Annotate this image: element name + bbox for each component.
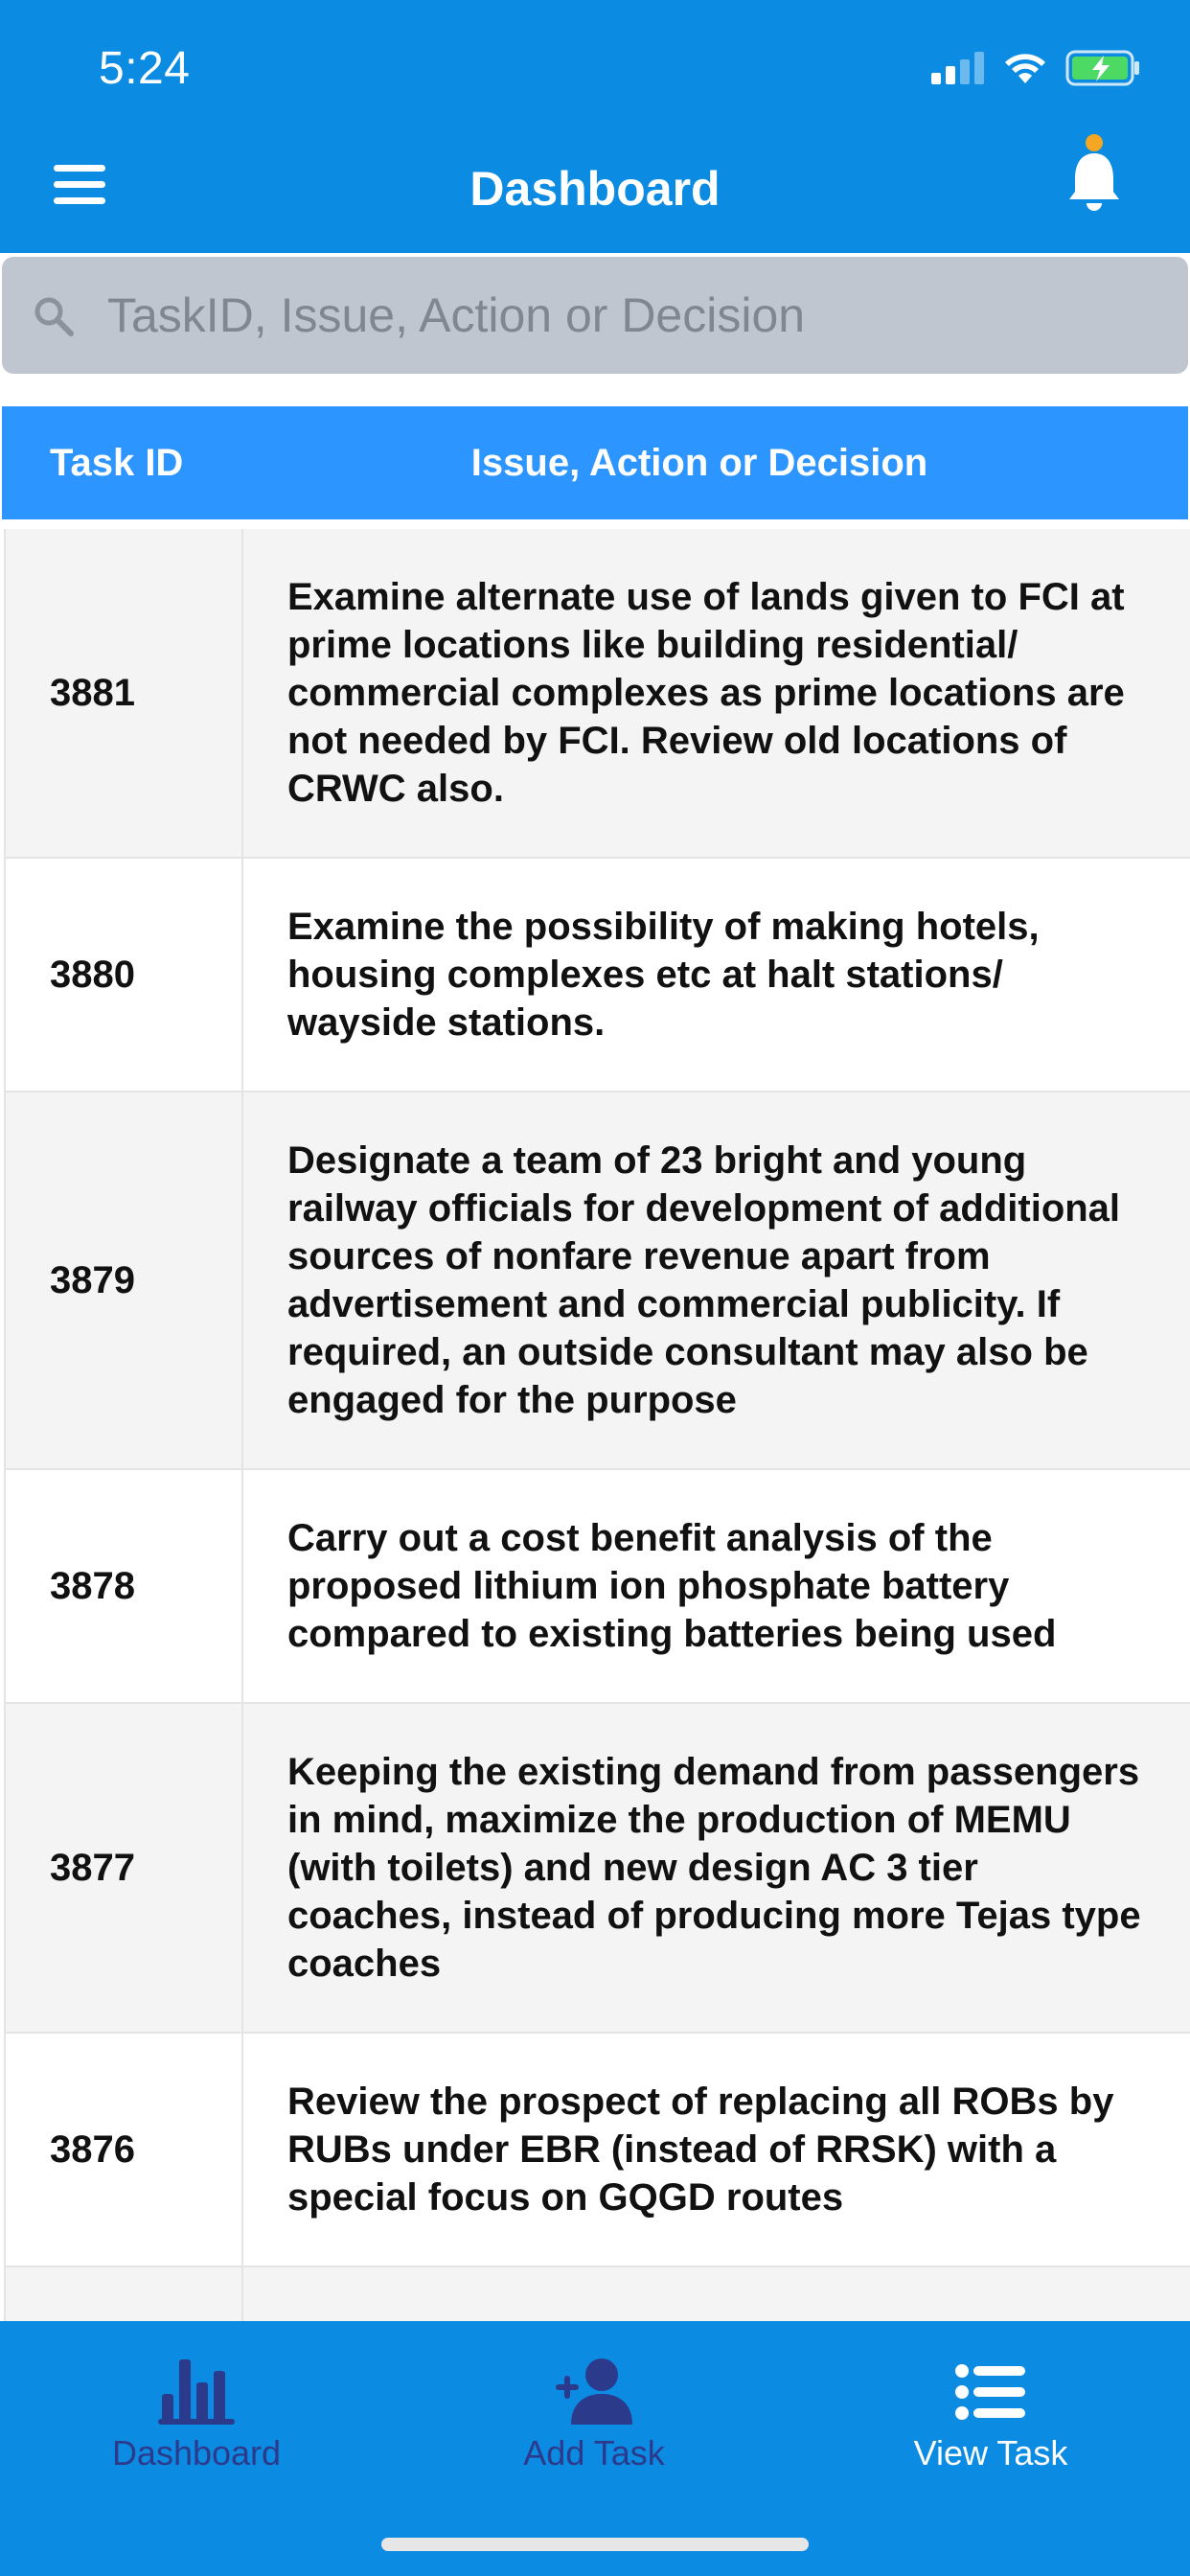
wifi-icon [1002,51,1048,85]
task-issue-cell: Designate a team of 23 bright and young railway officials for development of additional sources of nonfare revenue apart from advertisement and commercial publicity. If required, an outside consultant may also be engaged for the purpose [287,1139,1121,1421]
tab-view-task[interactable] [847,2356,1134,2473]
app-header [0,0,1190,253]
task-issue-cell: Review the prospect of replacing all ROBs by RUBs under EBR (instead of RRSK) with a special focus on GQGD routes [287,2081,1114,2219]
status-icons [931,50,1142,86]
home-indicator [381,2538,809,2551]
add-user-icon [556,2356,632,2425]
list-icon [952,2356,1029,2425]
search-input[interactable] [107,276,1161,355]
tab-dashboard[interactable] [53,2356,340,2473]
column-header-issue[interactable]: Issue, Action or Decision [470,441,928,484]
task-id-cell: 3879 [6,1092,243,1468]
task-id-cell: 3877 [6,1704,243,2032]
table-row[interactable] [4,529,1190,859]
table-row[interactable] [4,2267,1190,2321]
task-id-cell: 3876 [6,2034,243,2266]
task-issue-cell [243,2267,1190,2321]
tab-add-task-label: Add Task [523,2433,665,2472]
table-row[interactable] [4,1092,1190,1470]
status-time: 5:24 [99,43,191,94]
nav-bar [0,144,1190,232]
battery-charging-icon [1065,50,1142,86]
column-header-task-id[interactable]: Task ID [50,441,184,484]
search-icon [31,293,77,339]
task-issue-cell: Examine the possibility of making hotels, housing complexes etc at halt stations/ wayside stations. [287,906,1040,1044]
tab-add-task[interactable] [450,2356,738,2473]
task-id-cell: 3880 [6,859,243,1091]
bar-chart-icon [158,2356,235,2425]
table-header [2,406,1188,519]
table-row[interactable] [4,2034,1190,2267]
table-row[interactable] [4,859,1190,1092]
tab-dashboard-label: Dashboard [111,2433,282,2472]
tab-view-task-label: View Task [913,2433,1068,2472]
table-row[interactable] [4,1470,1190,1704]
task-id-cell: 3881 [6,529,243,857]
notification-bell-icon[interactable] [1065,134,1123,215]
task-list [4,529,1190,2321]
task-issue-cell: Examine alternate use of lands given to FCI at prime locations like building residential/ commercial complexes as prime locations are not needed by FCI. Review old locations of CRWC also. [287,576,1125,810]
task-issue-cell: Keeping the existing demand from passengers in mind, maximize the production of MEMU (with toilets) and new design AC 3 tier coaches, instead of producing more Tejas type coaches [287,1751,1141,1985]
search-bar [2,257,1188,374]
page-title: Dashboard [469,162,721,216]
task-id-cell [6,2267,243,2321]
cellular-signal-icon [931,52,985,84]
task-issue-cell: Carry out a cost benefit analysis of the proposed lithium ion phosphate battery compared to existing batteries being used [287,1517,1057,1655]
table-row[interactable] [4,1704,1190,2034]
task-id-cell: 3878 [6,1470,243,1702]
